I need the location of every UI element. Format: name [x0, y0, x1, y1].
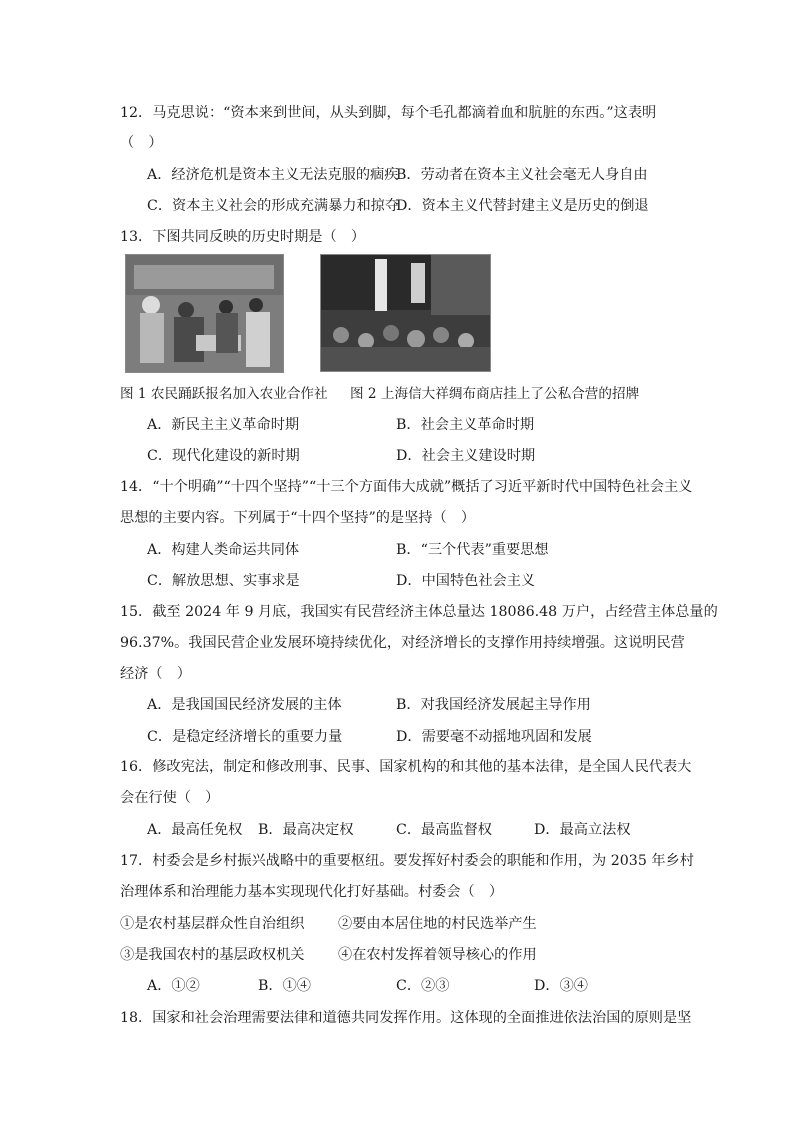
- figure-2-caption: 图 2 上海信大祥绸布商店挂上了公私合营的招牌: [350, 386, 640, 402]
- q15-stem-line2: 96.37%。我国民营企业发展环境持续优化，对经济增长的支撑作用持续增强。这说明民营: [120, 635, 685, 651]
- q17-stem-line1: 17．村委会是乡村振兴战略中的重要枢纽。要发挥好村委会的职能和作用，为 2035 年乡村: [120, 853, 694, 869]
- figure-2-photo: [320, 254, 491, 372]
- q16-option-a: A．最高任免权: [147, 822, 243, 838]
- q15-option-d: D．需要毫不动摇地巩固和发展: [396, 729, 592, 745]
- q13-option-b: B．社会主义革命时期: [396, 417, 535, 433]
- q17-statement-2: ②要由本居住地的村民选举产生: [338, 916, 537, 932]
- q14-option-a: A．构建人类命运共同体: [147, 542, 300, 558]
- q14-option-b: B．“三个代表”重要思想: [396, 542, 549, 558]
- q13-option-c: C．现代化建设的新时期: [147, 448, 300, 464]
- q17-option-c: C．②③: [396, 978, 450, 994]
- q16-stem-line2: 会在行使（ ）: [120, 790, 220, 806]
- q15-option-c: C．是稳定经济增长的重要力量: [147, 729, 343, 745]
- q16-option-c: C．最高监督权: [396, 822, 492, 838]
- q13-option-a: A．新民主主义革命时期: [147, 417, 300, 433]
- q14-option-c: C．解放思想、实事求是: [147, 573, 300, 589]
- q12-option-c: C．资本主义社会的形成充满暴力和掠夺: [147, 198, 400, 214]
- q12-stem-line1: 12．马克思说：“资本来到世间，从头到脚，每个毛孔都滴着血和肮脏的东西。”这表明: [120, 105, 657, 121]
- q12-option-b: B．劳动者在资本主义社会毫无人身自由: [396, 167, 648, 183]
- q17-statement-3: ③是我国农村的基层政权机关: [120, 947, 305, 963]
- q13-stem: 13．下图共同反映的历史时期是（ ）: [120, 229, 366, 245]
- figure-1-photo: [125, 254, 284, 373]
- q17-statement-4: ④在农村发挥着领导核心的作用: [338, 947, 537, 963]
- q17-option-b: B．①④: [258, 978, 311, 994]
- q14-stem-line1: 14．“十个明确”“十四个坚持”“十三个方面伟大成就”概括了习近平新时代中国特色社会主义: [120, 479, 693, 495]
- q14-stem-line2: 思想的主要内容。下列属于“十四个坚持”的是坚持（ ）: [120, 510, 476, 526]
- figure-1-caption: 图 1 农民踊跃报名加入农业合作社: [120, 386, 328, 402]
- q15-option-a: A．是我国国民经济发展的主体: [147, 697, 342, 713]
- q12-option-a: A．经济危机是资本主义无法克服的痼疾: [147, 167, 399, 183]
- q17-option-a: A．①②: [147, 978, 200, 994]
- q15-stem-line1: 15．截至 2024 年 9 月底，我国实有民营经济主体总量达 18086.48 万户，占经营主体总量的: [120, 604, 718, 620]
- q17-option-d: D．③④: [534, 978, 588, 994]
- q13-option-d: D．社会主义建设时期: [396, 448, 536, 464]
- q17-statement-1: ①是农村基层群众性自治组织: [120, 916, 305, 932]
- q12-option-d: D．资本主义代替封建主义是历史的倒退: [396, 198, 649, 214]
- q16-stem-line1: 16．修改宪法，制定和修改刑事、民事、国家机构的和其他的基本法律，是全国人民代表大: [120, 759, 692, 775]
- q14-option-d: D．中国特色社会主义: [396, 573, 536, 589]
- q16-option-b: B．最高决定权: [258, 822, 354, 838]
- q12-stem-line2: （ ）: [120, 135, 163, 151]
- q18-stem-line1: 18．国家和社会治理需要法律和道德共同发挥作用。这体现的全面推进依法治国的原则是坚: [120, 1010, 692, 1026]
- q15-stem-line3: 经济（ ）: [120, 666, 191, 682]
- q17-stem-line2: 治理体系和治理能力基本实现现代化打好基础。村委会（ ）: [120, 884, 504, 900]
- q16-option-d: D．最高立法权: [534, 822, 631, 838]
- q15-option-b: B．对我国经济发展起主导作用: [396, 697, 591, 713]
